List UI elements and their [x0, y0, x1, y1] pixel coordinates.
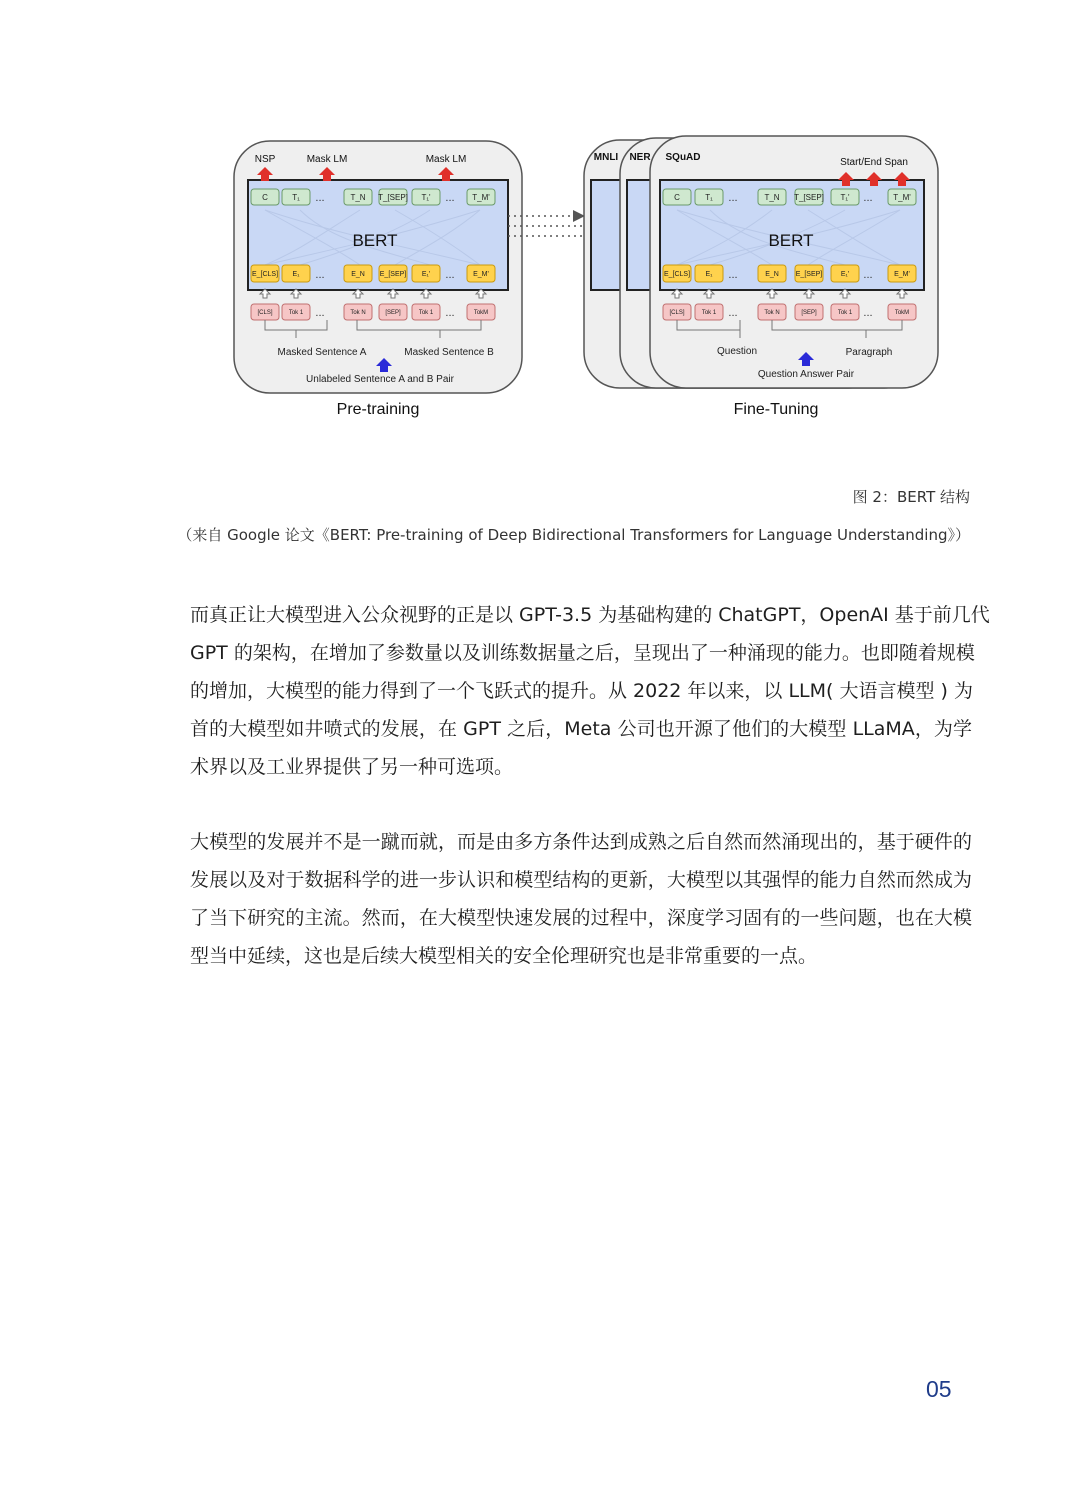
- body-paragraph: [190, 596, 990, 786]
- embedding-token-ellipsis: ...: [863, 269, 873, 281]
- embedding-token-ellipsis: ...: [445, 269, 455, 281]
- paragraph-line: 而真正让大模型进入公众视野的正是以 GPT-3.5 为基础构建的 ChatGPT，OpenAI 基于前几代: [190, 604, 990, 626]
- output-token-ellipsis: ...: [728, 192, 738, 204]
- finetuning-label-b: Paragraph: [845, 347, 893, 358]
- body-paragraph: [190, 823, 972, 975]
- input-token-label: Tok N: [350, 310, 366, 317]
- output-token-label: C: [262, 192, 268, 202]
- embedding-token-label: E₁: [705, 271, 713, 278]
- output-token-label: T_N: [764, 192, 780, 202]
- input-token-ellipsis: ...: [728, 307, 738, 319]
- embedding-token-label: E₁': [840, 271, 850, 278]
- finetuning-label-a: Question: [716, 346, 758, 357]
- input-token-label: Tok 1: [288, 310, 304, 317]
- input-token-label: Tok 1: [418, 310, 434, 317]
- pretraining-head-label: NSP: [254, 154, 276, 165]
- output-token-label: T_M': [472, 192, 490, 202]
- output-token-label: T_[SEP]: [794, 192, 824, 202]
- embedding-token-label: E₁: [292, 271, 300, 278]
- pretraining-panel: [234, 141, 522, 418]
- embedding-token-label: E₁': [421, 271, 431, 278]
- finetuning-panel: [584, 136, 938, 418]
- input-token-label: TokM: [894, 310, 910, 317]
- embedding-token-label: E_[CLS]: [251, 271, 279, 278]
- paragraph-line: 术界以及工业界提供了另一种可选项。: [190, 756, 514, 778]
- input-token-ellipsis: ...: [445, 307, 455, 319]
- input-token-label: [SEP]: [385, 310, 401, 317]
- bert-architecture-figure: [0, 0, 1080, 460]
- paragraph-line: 的增加，大模型的能力得到了一个飞跃式的提升。从 2022 年以来，以 LLM( 大语言模型 ) 为: [190, 680, 973, 702]
- input-token-label: Tok 1: [701, 310, 717, 317]
- paragraph-line: 大模型的发展并不是一蹴而就，而是由多方条件达到成熟之后自然而然涌现出的，基于硬件的: [190, 831, 972, 853]
- output-token-label: T_M': [893, 192, 911, 202]
- output-token-ellipsis: ...: [315, 192, 325, 204]
- finetuning-caption: Fine-Tuning: [733, 401, 819, 418]
- page-number: 05: [926, 1376, 952, 1402]
- output-token-ellipsis: ...: [863, 192, 873, 204]
- task-label-squad: SQuAD: [665, 152, 701, 163]
- output-token-ellipsis: ...: [445, 192, 455, 204]
- input-token-label: Tok N: [764, 310, 780, 317]
- pretraining-label-a: Masked Sentence A: [277, 347, 367, 358]
- embedding-token-label: E_N: [765, 271, 779, 278]
- paragraph-line: 发展以及对于数据科学的进一步认识和模型结构的更新，大模型以其强悍的能力自然而然成为: [190, 869, 972, 891]
- input-token-label: [SEP]: [801, 310, 817, 317]
- input-token-label: TokM: [473, 310, 489, 317]
- output-token-label: T₁: [292, 192, 300, 202]
- embedding-token-label: E_M': [473, 271, 489, 278]
- output-token-label: T₁': [840, 192, 850, 202]
- input-token-label: [CLS]: [669, 310, 685, 317]
- task-label-ner: NER: [629, 152, 651, 163]
- input-token-ellipsis: ...: [863, 307, 873, 319]
- embedding-token-ellipsis: ...: [315, 269, 325, 281]
- embedding-token-label: E_N: [351, 271, 365, 278]
- output-token-label: C: [674, 192, 680, 202]
- paragraph-line: 了当下研究的主流。然而，在大模型快速发展的过程中，深度学习固有的一些问题，也在大模: [190, 907, 972, 929]
- output-token-label: T_[SEP]: [378, 192, 408, 202]
- output-token-label: T_N: [350, 192, 366, 202]
- finetuning-model-label: BERT: [768, 231, 814, 250]
- input-token-label: [CLS]: [257, 310, 273, 317]
- task-label-mnli: MNLI: [593, 152, 619, 163]
- embedding-token-label: E_[SEP]: [795, 271, 823, 278]
- embedding-token-ellipsis: ...: [728, 269, 738, 281]
- output-token-label: T₁': [421, 192, 431, 202]
- embedding-token-label: E_M': [894, 271, 910, 278]
- figure-caption-title: 图 2：BERT 结构: [852, 488, 970, 506]
- paragraph-line: 型当中延续，这也是后续大模型相关的安全伦理研究也是非常重要的一点。: [190, 945, 818, 967]
- paragraph-line: 首的大模型如井喷式的发展，在 GPT 之后，Meta 公司也开源了他们的大模型 LLaMA，为学: [190, 718, 972, 740]
- pretraining-label-b: Masked Sentence B: [404, 347, 494, 358]
- embedding-token-label: E_[SEP]: [379, 271, 407, 278]
- pretraining-head-label: Mask LM: [425, 154, 467, 165]
- pretraining-input-label: Unlabeled Sentence A and B Pair: [306, 374, 454, 385]
- finetuning-head-label: Start/End Span: [840, 157, 908, 168]
- finetuning-input-label: Question Answer Pair: [757, 369, 855, 380]
- pretraining-model-label: BERT: [352, 231, 398, 250]
- pretraining-head-label: Mask LM: [306, 154, 348, 165]
- embedding-token-label: E_[CLS]: [663, 271, 691, 278]
- paragraph-line: GPT 的架构，在增加了参数量以及训练数据量之后，呈现出了一种涌现的能力。也即随着规模: [190, 642, 975, 664]
- input-token-label: Tok 1: [837, 310, 853, 317]
- output-token-label: T₁: [705, 192, 713, 202]
- figure-caption-source: （来自 Google 论文《BERT: Pre-training of Deep Bidirectional Transformers for Language Understanding》）: [177, 526, 970, 544]
- input-token-ellipsis: ...: [315, 307, 325, 319]
- pretraining-caption: Pre-training: [336, 401, 420, 418]
